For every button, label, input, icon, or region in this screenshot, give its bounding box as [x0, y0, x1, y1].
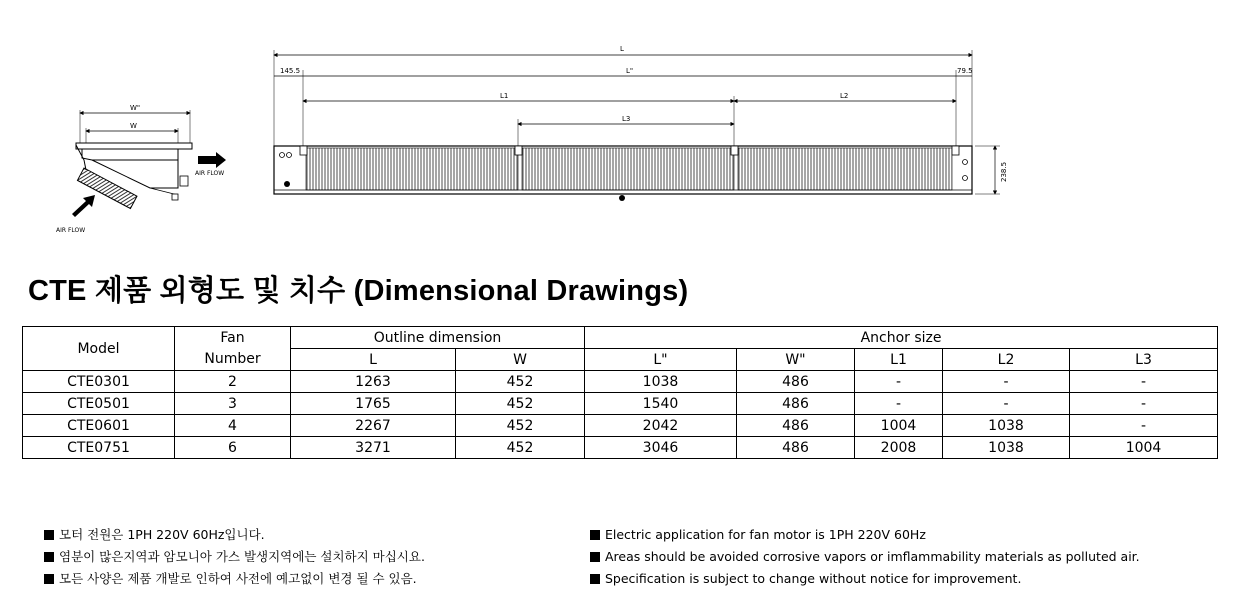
header-col: W: [456, 349, 585, 371]
header-anchor-size: Anchor size: [585, 327, 1218, 349]
note-text: 염분이 많은지역과 암모니아 가스 발생지역에는 설치하지 마십시요.: [59, 549, 425, 564]
table-cell: 486: [737, 415, 855, 437]
dim-right-offset: 79.5: [957, 67, 973, 75]
note-text: Electric application for fan motor is 1PH 220V 60Hz: [605, 527, 926, 542]
table-cell: 6: [175, 437, 291, 459]
table-cell: -: [855, 371, 943, 393]
header-col: W": [737, 349, 855, 371]
side-w-double-label: W": [130, 104, 141, 112]
table-cell: 1765: [291, 393, 456, 415]
table-cell: 486: [737, 371, 855, 393]
note-item: [44, 524, 425, 546]
notes-english: [590, 524, 1140, 590]
dim-left-offset: 145.5: [280, 67, 301, 75]
header-row-1: [23, 327, 1218, 349]
table-cell: 3: [175, 393, 291, 415]
table-cell: 2: [175, 371, 291, 393]
table-cell: -: [855, 393, 943, 415]
note-item: [590, 546, 1140, 568]
header-model: Model: [23, 327, 175, 371]
note-text: 모든 사양은 제품 개발로 인하여 사전에 예고없이 변경 될 수 있음.: [59, 571, 417, 586]
table-row: [23, 393, 1218, 415]
table-cell: 2008: [855, 437, 943, 459]
page-title: CTE 제품 외형도 및 치수 (Dimensional Drawings): [28, 275, 689, 307]
table-cell: 452: [456, 437, 585, 459]
table-row: [23, 415, 1218, 437]
header-col: L: [291, 349, 456, 371]
table-cell: CTE0751: [23, 437, 175, 459]
table-cell: 3271: [291, 437, 456, 459]
table-cell: 1038: [585, 371, 737, 393]
table-cell: 1263: [291, 371, 456, 393]
table-cell: 1038: [943, 415, 1070, 437]
bullet-square-icon: [590, 552, 600, 562]
table-cell: 452: [456, 415, 585, 437]
table-cell: 1004: [855, 415, 943, 437]
dimension-table: [22, 326, 1218, 459]
bullet-square-icon: [44, 530, 54, 540]
dim-l1-label: L1: [500, 92, 509, 100]
table-cell: -: [943, 393, 1070, 415]
table-cell: 1540: [585, 393, 737, 415]
table-cell: 4: [175, 415, 291, 437]
table-cell: CTE0501: [23, 393, 175, 415]
table-cell: 452: [456, 371, 585, 393]
dim-l2-label: L2: [840, 92, 849, 100]
table-cell: 452: [456, 393, 585, 415]
header-col: L3: [1070, 349, 1218, 371]
side-w-label: W: [130, 122, 137, 130]
note-text: Specification is subject to change without notice for improvement.: [605, 571, 1022, 586]
note-item: [44, 568, 425, 590]
note-text: Areas should be avoided corrosive vapors or imflammability materials as polluted air.: [605, 549, 1140, 564]
notes-korean: [44, 524, 425, 590]
header-fan-number: Fan Number: [175, 327, 291, 371]
table-cell: -: [1070, 415, 1218, 437]
table-cell: -: [1070, 393, 1218, 415]
table-cell: 1038: [943, 437, 1070, 459]
table-cell: -: [1070, 371, 1218, 393]
note-text: 모터 전원은 1PH 220V 60Hz입니다.: [59, 527, 265, 542]
table-row: [23, 371, 1218, 393]
table-cell: 486: [737, 437, 855, 459]
dim-height-label: 238.5: [1000, 161, 1008, 182]
note-item: [590, 524, 1140, 546]
header-col: L2: [943, 349, 1070, 371]
air-flow-in-label: AIR FLOW: [56, 227, 86, 234]
table-cell: 3046: [585, 437, 737, 459]
bullet-square-icon: [590, 530, 600, 540]
dim-l-label: L: [620, 45, 624, 53]
table-cell: 2267: [291, 415, 456, 437]
table-cell: 2042: [585, 415, 737, 437]
header-col: L": [585, 349, 737, 371]
bullet-square-icon: [44, 552, 54, 562]
table-cell: 1004: [1070, 437, 1218, 459]
dimensional-drawings: [0, 0, 1233, 250]
bullet-square-icon: [590, 574, 600, 584]
header-col: L1: [855, 349, 943, 371]
front-view: [274, 45, 1008, 201]
side-view: [56, 104, 226, 234]
dim-l3-label: L3: [622, 115, 631, 123]
table-row: [23, 437, 1218, 459]
note-item: [590, 568, 1140, 590]
table-cell: CTE0301: [23, 371, 175, 393]
dim-l-double-label: L": [626, 67, 634, 75]
note-item: [44, 546, 425, 568]
table-cell: 486: [737, 393, 855, 415]
table-cell: -: [943, 371, 1070, 393]
header-outline-dimension: Outline dimension: [291, 327, 585, 349]
bullet-square-icon: [44, 574, 54, 584]
air-flow-out-label: AIR FLOW: [195, 170, 225, 177]
table-cell: CTE0601: [23, 415, 175, 437]
